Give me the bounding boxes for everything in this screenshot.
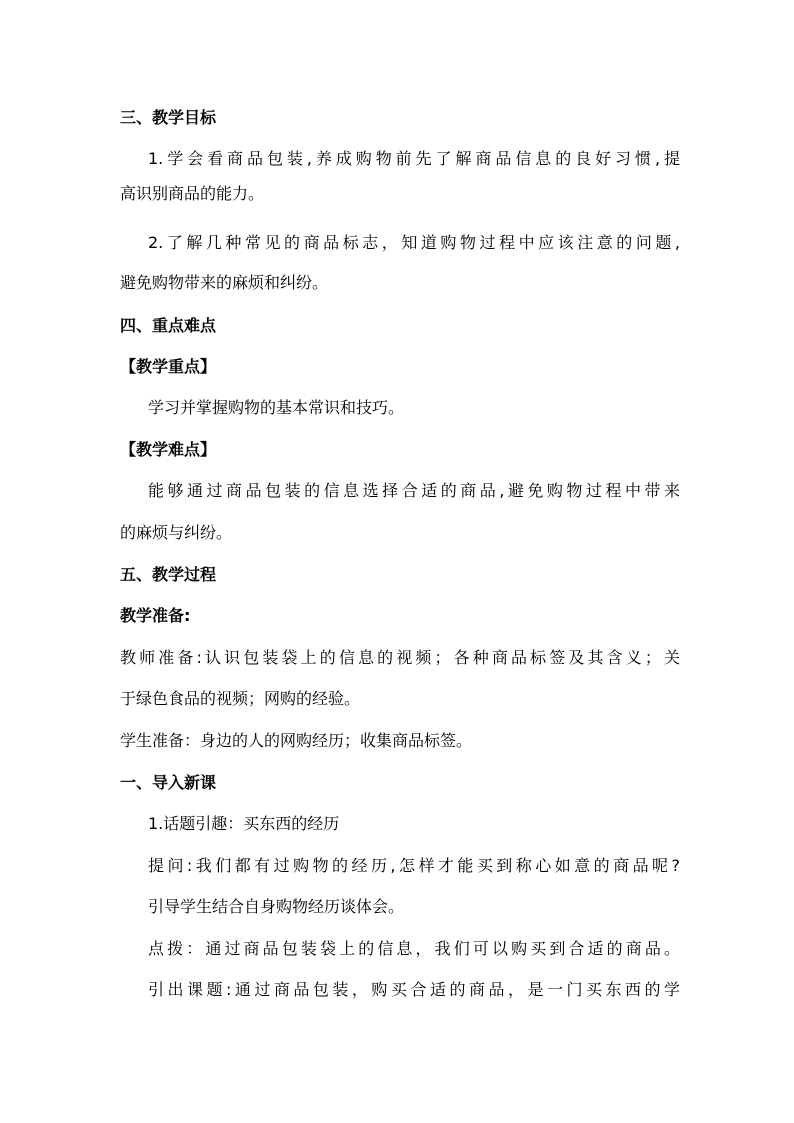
section-5-title: 五、教学过程	[120, 565, 217, 584]
goal-1-line-2: 高识别商品的能力。	[120, 184, 265, 203]
difficult-point-line-1: 能够通过商品包装的信息选择合适的商品,避免购物过程中带来	[148, 481, 680, 500]
topic-text: 引出课题:通过商品包装，购买合适的商品，是一门买东西的学	[148, 980, 680, 999]
goal-2-line-2: 避免购物带来的麻烦和纠纷。	[120, 273, 329, 292]
goal-1-line-1: 1.学会看商品包装,养成购物前先了解商品信息的良好习惯,提	[148, 149, 680, 168]
section-4-title: 四、重点难点	[120, 316, 217, 335]
intro-title: 一、导入新课	[120, 773, 217, 792]
teacher-prep-line-2: 于绿色食品的视频；网购的经验。	[120, 689, 361, 708]
section-3-title: 三、教学目标	[120, 108, 217, 127]
student-prep: 学生准备：身边的人的网购经历；收集商品标签。	[120, 731, 473, 750]
guide-text: 引导学生结合自身购物经历谈体会。	[148, 897, 405, 916]
goal-2-line-1: 2.了解几种常见的商品标志，知道购物过程中应该注意的问题,	[148, 233, 680, 252]
key-point-text: 学习并掌握购物的基本常识和技巧。	[148, 398, 405, 417]
question-text: 提问:我们都有过购物的经历,怎样才能买到称心如意的商品呢?	[148, 856, 680, 875]
preparation-label: 教学准备:	[120, 606, 191, 625]
difficult-point-label: 【教学难点】	[120, 440, 217, 459]
intro-item-1: 1.话题引趣：买东西的经历	[148, 814, 340, 833]
difficult-point-line-2: 的麻烦与纠纷。	[120, 523, 233, 542]
hint-text: 点拨：通过商品包装袋上的信息，我们可以购买到合适的商品。	[148, 939, 680, 958]
teacher-prep-line-1: 教师准备:认识包装袋上的信息的视频；各种商品标签及其含义；关	[120, 648, 680, 667]
key-point-label: 【教学重点】	[120, 357, 217, 376]
